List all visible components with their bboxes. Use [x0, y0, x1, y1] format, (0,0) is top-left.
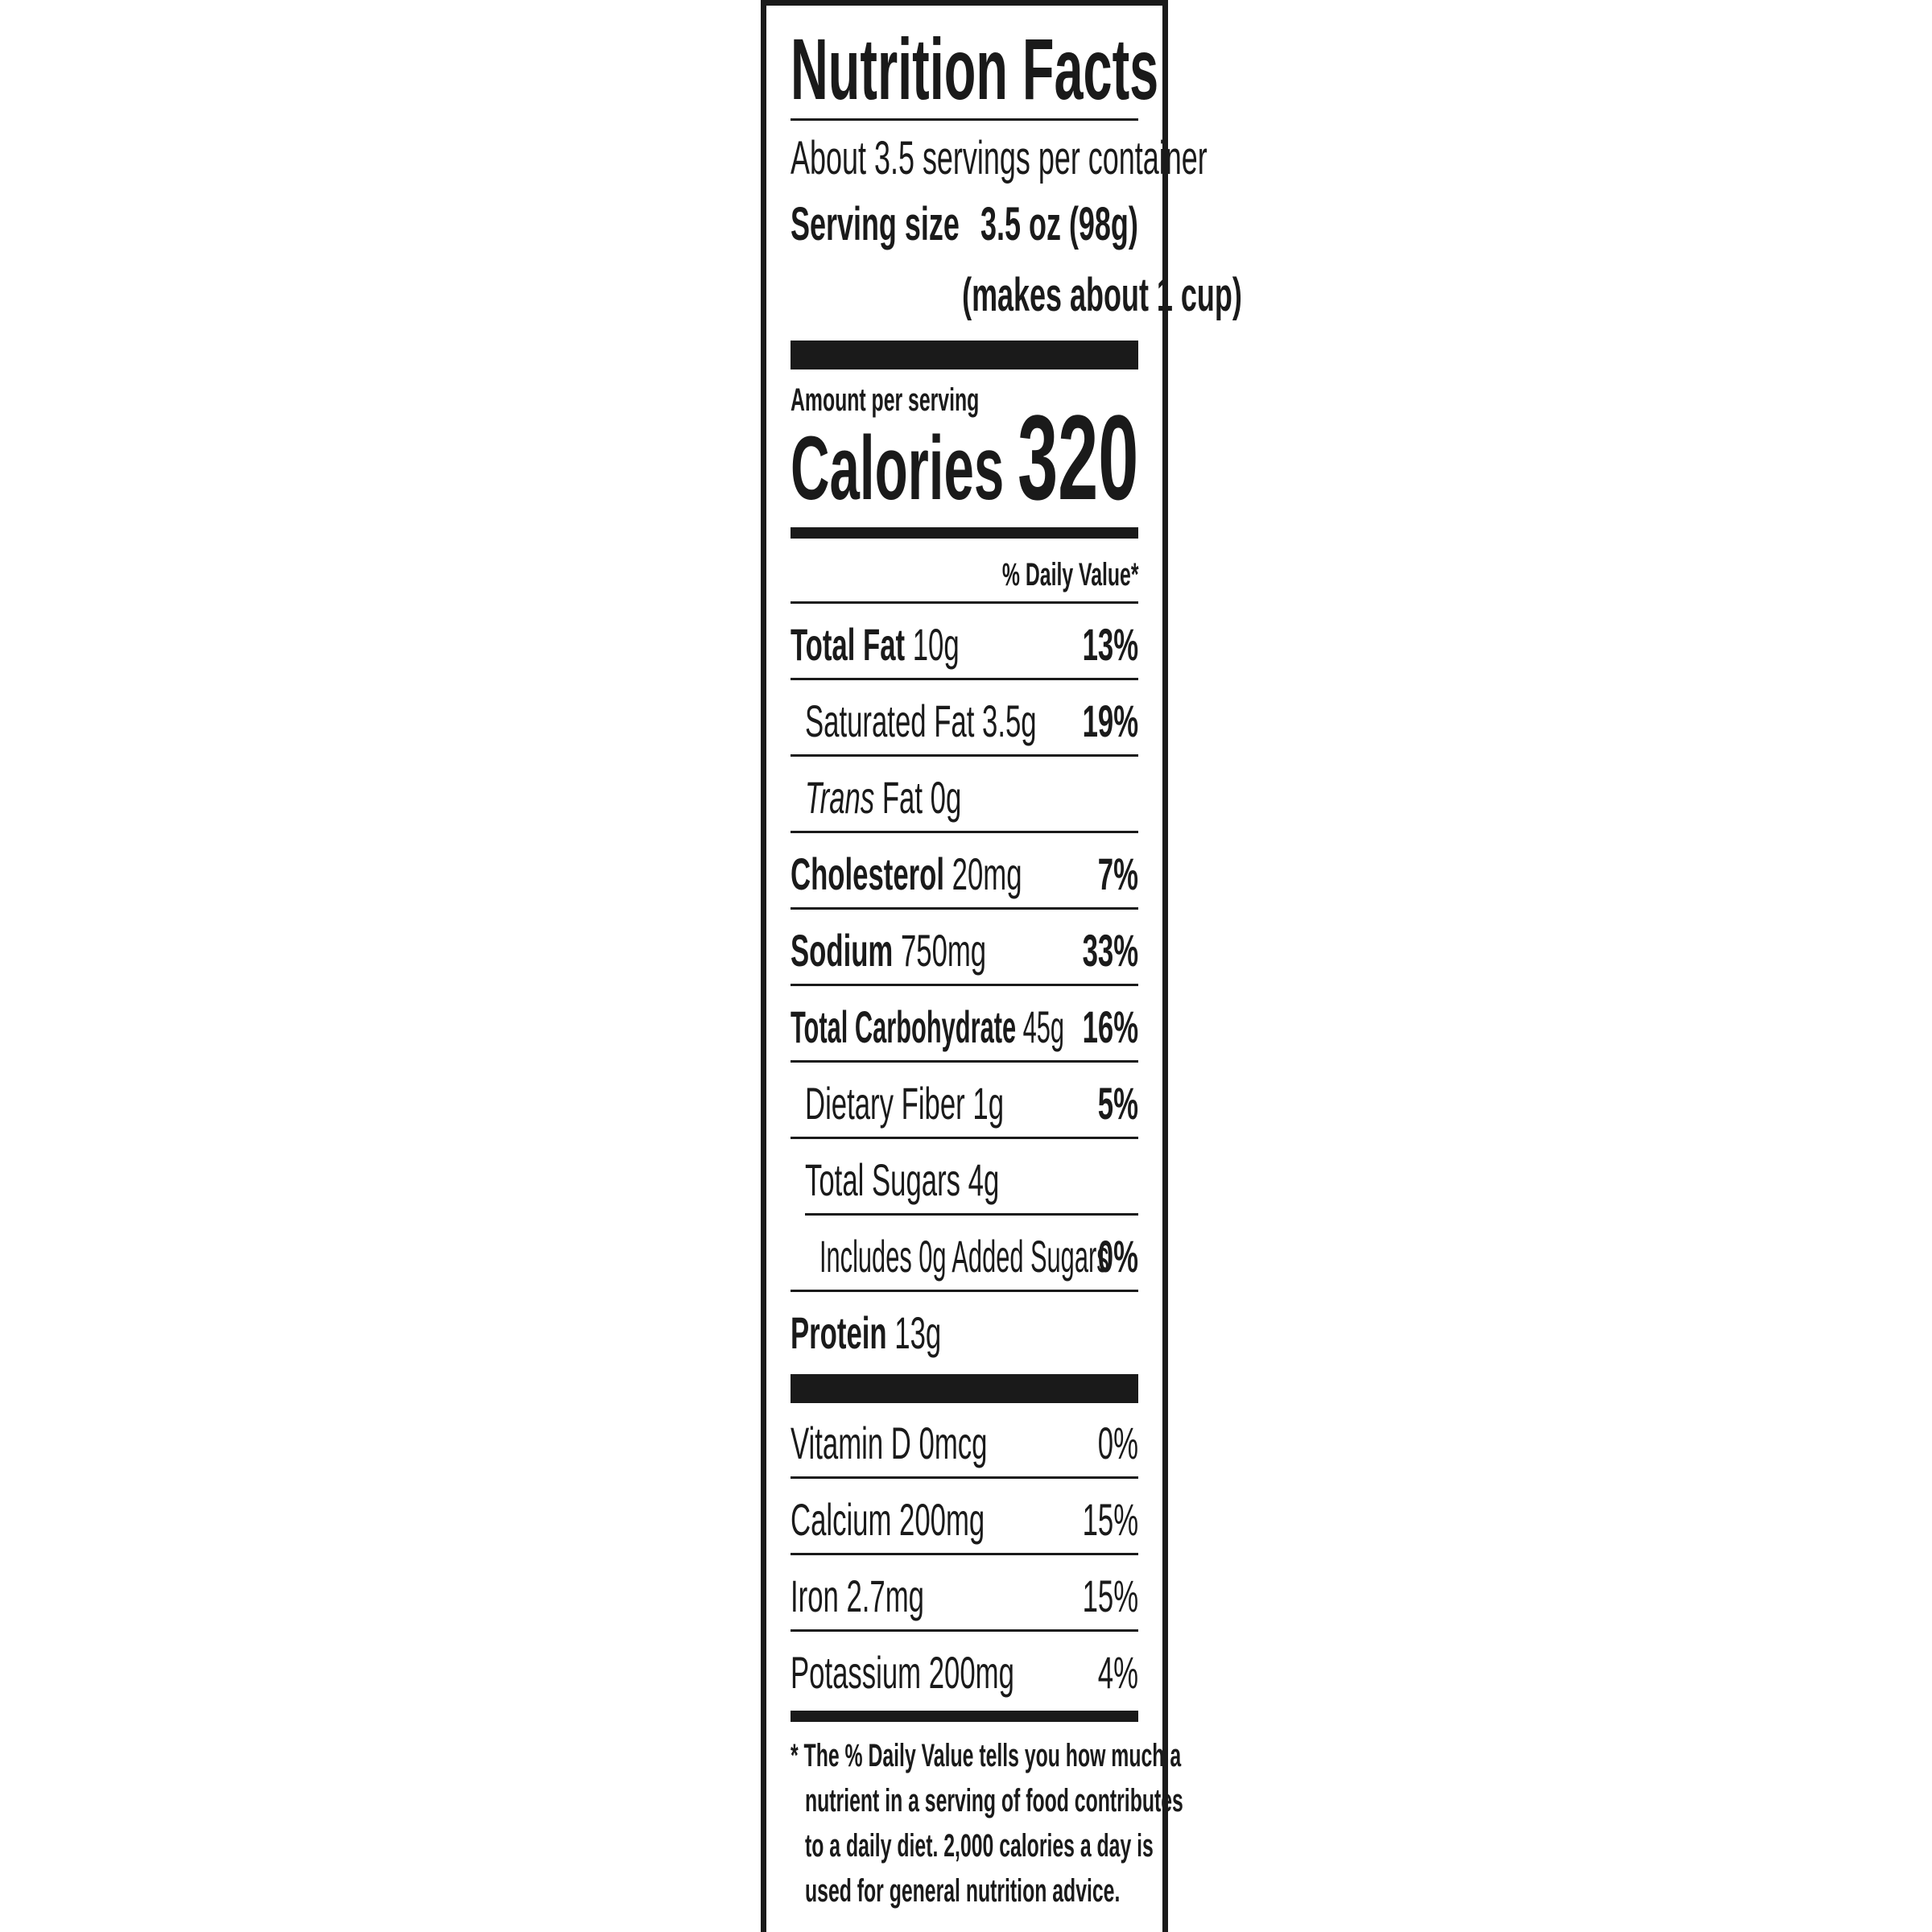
- divider-medium: [791, 527, 1138, 539]
- footnote-line: used for general nutrition advice.: [805, 1873, 1121, 1909]
- divider-thin: [805, 1213, 1138, 1216]
- serving-size-note: (makes about 1 cup): [962, 269, 1242, 321]
- divider-medium: [791, 1711, 1138, 1722]
- serving-size-value: 3.5 oz (98g): [980, 198, 1138, 250]
- vitamin-row-calcium: Calcium 200mg 15%: [791, 1494, 1138, 1545]
- vitamin-row-vitamin-d: Vitamin D 0mcg 0%: [791, 1418, 1138, 1468]
- amount-per-serving: Amount per serving: [791, 382, 980, 418]
- daily-value-header: % Daily Value*: [1001, 557, 1138, 592]
- serving-size-row: [791, 199, 1138, 250]
- divider-thin: [791, 984, 1138, 986]
- vitamin-row-iron: Iron 2.7mg 15%: [791, 1571, 1138, 1621]
- serving-size-label: Serving size: [791, 198, 960, 250]
- nutrient-row-dietary-fiber: Dietary Fiber 1g 5%: [805, 1078, 1138, 1129]
- nutrition-facts-label: [761, 0, 1242, 1932]
- divider-thin: [791, 118, 1138, 121]
- label-title: Nutrition Facts: [791, 20, 1159, 118]
- divider-thin: [791, 678, 1138, 680]
- divider-thick: [791, 1374, 1138, 1403]
- footnote: [791, 1733, 1183, 1913]
- nutrient-row-saturated-fat: Saturated Fat 3.5g 19%: [805, 696, 1138, 746]
- nutrient-row-trans-fat: Trans Fat 0g: [805, 772, 962, 823]
- divider-thin: [791, 1553, 1138, 1555]
- nutrient-row-total-sugars: Total Sugars 4g: [805, 1154, 1000, 1205]
- nutrient-row-total-carbohydrate: Total Carbohydrate 45g 16%: [791, 1001, 1138, 1052]
- nutrient-row-added-sugars: Includes 0g Added Sugars 0%: [819, 1231, 1138, 1282]
- divider-thin: [791, 907, 1138, 910]
- footnote-line: nutrient in a serving of food contributes: [805, 1783, 1183, 1818]
- divider-thick: [791, 341, 1138, 369]
- divider-thin: [791, 1060, 1138, 1063]
- footnote-line: * The % Daily Value tells you how much a: [791, 1738, 1182, 1773]
- servings-per-container: About 3.5 servings per container: [791, 132, 1208, 184]
- nutrient-row-sodium: Sodium 750mg 33%: [791, 925, 1138, 976]
- divider-thin: [791, 1290, 1138, 1292]
- nutrient-row-protein: Protein 13g: [791, 1307, 942, 1358]
- divider-thin: [791, 754, 1138, 757]
- footnote-line: to a daily diet. 2,000 calories a day is: [805, 1828, 1154, 1864]
- calories-value: 320: [1017, 390, 1138, 525]
- divider-thin: [791, 601, 1138, 604]
- nutrient-row-total-fat: Total Fat 10g 13%: [791, 619, 1138, 670]
- divider-thin: [791, 1476, 1138, 1479]
- vitamin-row-potassium: Potassium 200mg 4%: [791, 1647, 1138, 1698]
- calories-label: Calories: [791, 418, 1005, 518]
- divider-thin: [791, 1137, 1138, 1139]
- label-content: [791, 6, 1242, 1932]
- divider-thin: [791, 831, 1138, 833]
- nutrient-row-cholesterol: Cholesterol 20mg 7%: [791, 848, 1138, 899]
- divider-thin: [791, 1629, 1138, 1632]
